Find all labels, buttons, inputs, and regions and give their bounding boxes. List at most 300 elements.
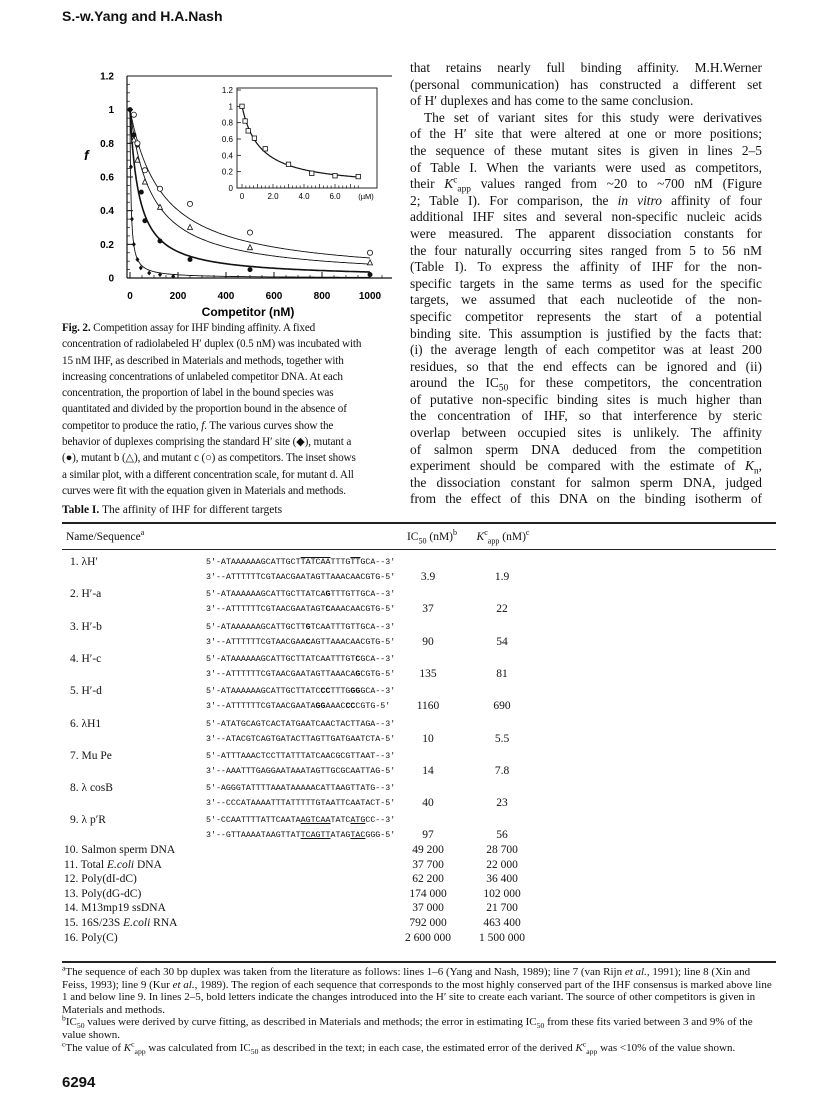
text-run: behavior of duplexes comprising the standard H′ site (◆), mutant a xyxy=(62,436,352,449)
x-tick-label: 600 xyxy=(265,291,283,302)
text-run: K xyxy=(575,1041,583,1054)
body-line xyxy=(410,442,762,459)
text-run: 50 xyxy=(418,536,427,546)
text-run: experiment should be compared with the estimate of xyxy=(410,458,746,474)
text-run: app xyxy=(457,184,471,195)
ic50-value: 62 200 xyxy=(412,873,444,886)
text-run: 3′--AAATTTGAGGAATAAATAGTTGCGCAATTAG-5′ xyxy=(206,766,396,776)
caption-line xyxy=(62,385,398,401)
sequence-top-strand xyxy=(206,623,395,632)
kapp-value: 463 400 xyxy=(483,917,521,929)
row-name: 7. Mu Pe xyxy=(70,749,112,762)
x-axis-label: Competitor (nM) xyxy=(201,305,295,319)
text-run: 14. M13mp19 ssDNA xyxy=(64,902,166,915)
sequence-bottom-strand xyxy=(206,702,390,711)
text-run: from the effect of this DNA on the binding isotherm of xyxy=(410,491,762,507)
body-line xyxy=(410,359,762,376)
data-point xyxy=(188,257,193,262)
text-run: 11. Total xyxy=(64,858,107,871)
text-run: binding site. This assumption is justified by the facts that: xyxy=(410,325,762,341)
text-run: the four naturally occurring sites ranged from 5 to 56 nM xyxy=(410,242,762,258)
text-run: 10. Salmon sperm DNA xyxy=(64,844,176,856)
data-point xyxy=(247,230,252,235)
data-point xyxy=(368,260,373,265)
kapp-value: 102 000 xyxy=(483,887,521,900)
text-run: increasing concentrations of unlabeled competitor DNA. At each xyxy=(62,370,343,383)
text-run: , 1989). The region of each sequence that corresponds to the most highly conserved part of the IHF consensus is marked above line 1 and below line 9. In lines 2–5, bold letters indicate the changes introduced into the H′ site to create each variant. The source of other competitors is given in Materials and methods. xyxy=(62,978,772,1016)
body-line xyxy=(410,143,762,160)
text-run: the concentration of IHF, so that interference by steric xyxy=(410,408,762,424)
ic50-value: 135 xyxy=(419,667,437,680)
sequence-top-strand xyxy=(206,590,395,599)
data-point xyxy=(147,270,151,275)
text-run: 3′--GTTAAAATAAGTTAT xyxy=(206,831,301,841)
body-line xyxy=(410,475,762,492)
sequence-bottom-strand xyxy=(206,767,395,776)
text-run: their xyxy=(410,176,445,192)
text-run: AAACAACGTG-5′ xyxy=(330,605,396,615)
text-run: ATAG xyxy=(330,831,351,841)
text-run: 3′--ATTTTTTCGTAACGAATAGT xyxy=(206,605,326,615)
sequence-top-strand xyxy=(206,752,395,761)
text-run: of the H′ site that were altered at one or more positions; xyxy=(410,126,762,142)
text-run: overlap between occupied sites is unlikely. The affinity xyxy=(410,425,762,441)
text-run: of salmon sperm DNA deduced from the competition xyxy=(410,441,762,457)
text-run: GG xyxy=(315,702,326,712)
ic50-value: 3.9 xyxy=(420,571,436,583)
text-run: DNA xyxy=(134,858,162,871)
data-point xyxy=(139,190,144,195)
text-run: (i) the average length of each competitor was at least 200 xyxy=(410,342,762,358)
text-run: 5′-ATAAAAAAGCATTGCTTATC xyxy=(206,687,321,697)
kapp-value: 22 000 xyxy=(486,858,518,871)
text-run: RNA xyxy=(150,917,178,929)
text-run: , xyxy=(758,458,762,474)
kapp-value: 28 700 xyxy=(486,844,518,856)
body-line xyxy=(410,375,762,392)
kapp-value: 5.5 xyxy=(494,732,510,745)
data-point xyxy=(187,201,192,206)
text-run: targets, we assumed that each nucleotide of the non- xyxy=(410,292,762,308)
sequence-bottom-strand xyxy=(206,670,395,679)
text-run: residues, so that the end effects can be ignored and (ii) xyxy=(410,358,762,374)
text-run: a xyxy=(62,963,66,973)
kapp-value: 1.9 xyxy=(494,571,510,583)
kapp-value: 56 xyxy=(496,829,508,842)
text-run: the dissociation constant for salmon sperm DNA, judged xyxy=(410,474,762,490)
text-run: 5′-ATAAAAAAGCATTGCTT xyxy=(206,622,306,632)
caption-line xyxy=(62,336,398,352)
text-run: c xyxy=(484,528,488,538)
body-line xyxy=(410,160,762,177)
sequence-top-strand xyxy=(206,655,395,664)
body-line xyxy=(410,243,762,260)
text-run: b xyxy=(453,528,458,538)
text-run: 12. Poly(dI-dC) xyxy=(64,873,137,886)
text-run: 5′-ATATGCAGTCACTATGAATCAACTACTTAGA--3′ xyxy=(206,719,396,729)
data-point xyxy=(368,272,373,277)
inset-y-tick-label: 0.8 xyxy=(221,118,233,128)
body-line xyxy=(410,209,762,226)
text-run: concentration, the proportion of label in the bound species was xyxy=(62,387,334,400)
caption-line xyxy=(62,483,398,499)
text-run: C xyxy=(305,637,311,647)
body-line xyxy=(410,193,762,210)
text-run: 16. Poly(C) xyxy=(64,931,118,944)
text-run: Fig. 2. xyxy=(62,322,91,334)
text-run: c xyxy=(453,175,458,186)
inset-x-tick-label: 2.0 xyxy=(267,192,279,201)
table-top-rule xyxy=(62,522,776,524)
inset-data-point xyxy=(240,104,244,108)
table-footnote xyxy=(62,963,776,1016)
inset-data-point xyxy=(246,129,250,133)
ic50-value: 792 000 xyxy=(409,917,447,929)
text-run: ATG xyxy=(350,816,366,826)
text-run: GCA--3′ xyxy=(360,558,396,567)
ic50-value: 14 xyxy=(422,764,434,777)
text-run: of H′ duplexes and has come to the same conclusion. xyxy=(410,93,694,109)
y-tick-label: 0.4 xyxy=(100,206,114,218)
row-name: 3. H′-b xyxy=(70,620,102,633)
caption-line xyxy=(62,450,398,466)
body-line xyxy=(410,309,762,326)
text-run: competitor to produce the ratio, xyxy=(62,419,202,432)
ic50-value: 1160 xyxy=(416,700,440,713)
text-run: 5′-CCAATTTTATTCAATA xyxy=(206,816,301,826)
figure-caption xyxy=(62,320,398,499)
y-tick-label: 1 xyxy=(108,105,114,117)
row-name: 5. H′-d xyxy=(70,685,102,698)
text-run: in vitro xyxy=(617,192,662,208)
text-run: AGTCAA xyxy=(300,816,331,826)
text-run: K xyxy=(476,531,485,543)
text-run: (Table I). To express the affinity of IHF for the non- xyxy=(410,259,762,275)
x-tick-label: 800 xyxy=(313,291,331,302)
body-line xyxy=(410,326,762,343)
text-run: Competition assay for IHF binding affinity. A fixed xyxy=(90,322,316,334)
text-run: 3′--ATTTTTTCGTAACGAA xyxy=(206,637,306,647)
text-run: n xyxy=(753,466,759,477)
text-run: 3′--CCCATAAAATTTATTTTTGTAATTCAATACT-5′ xyxy=(206,799,396,809)
text-run: 5′-AGGGTATTTTAAATAAAAACATTAAGTTATG--3′ xyxy=(206,784,396,794)
body-line xyxy=(410,93,762,110)
text-run: , 1991); line 8 (Xin and Feiss, 1993); line 9 (Kur xyxy=(62,966,751,991)
kapp-value: 54 xyxy=(496,635,508,648)
text-run: K xyxy=(745,458,754,474)
text-run: 50 xyxy=(536,1021,545,1031)
body-line xyxy=(410,60,762,77)
inset-y-tick-label: 0.6 xyxy=(221,135,233,144)
sequence-top-strand xyxy=(206,784,395,793)
text-run: a similar plot, with a different concentration scale, for mutant d. All xyxy=(62,468,354,481)
y-axis-label: f xyxy=(84,147,89,163)
text-run: 3′--ATTTTTTCGTAACGAATAGTTAAACAACGTG-5′ xyxy=(206,573,396,582)
text-run: the sequence of these mutant sites is given in lines 2–5 xyxy=(410,142,762,158)
text-run: TTTGTTGCA--3′ xyxy=(330,590,396,600)
sequence-bottom-strand xyxy=(206,605,395,614)
row-name: 6. λH1 xyxy=(70,717,102,730)
text-run: TAC xyxy=(350,831,366,841)
ic50-value: 174 000 xyxy=(409,887,447,900)
data-point xyxy=(132,242,136,247)
ic50-value: 2 600 000 xyxy=(405,931,451,944)
header-name-sequence xyxy=(66,528,145,543)
ic50-value: 37 700 xyxy=(412,858,444,871)
text-run: f xyxy=(201,419,205,432)
row-name xyxy=(64,917,177,929)
inset-data-point xyxy=(310,171,314,175)
data-point xyxy=(248,245,253,250)
y-tick-label: 0 xyxy=(108,273,114,285)
text-run: were measured. The apparent dissociation constants for xyxy=(410,225,762,241)
text-run: was calculated from IC xyxy=(145,1041,251,1054)
text-run: The affinity of IHF for different targets xyxy=(99,504,283,516)
row-name: 9. λ p′R xyxy=(70,814,106,827)
caption-line xyxy=(62,320,398,336)
ic50-value: 40 xyxy=(422,797,434,810)
inset-x-tick-label: 0 xyxy=(239,192,245,201)
text-run: quantitated and divided by the proportion bound in the absence of xyxy=(62,403,347,416)
y-tick-label: 1.2 xyxy=(100,71,114,83)
running-head: S.-w.Yang and H.A.Nash xyxy=(62,8,223,24)
text-run: . The various curves show the xyxy=(204,419,334,432)
body-line xyxy=(410,77,762,94)
text-run: CGTG-5′ xyxy=(355,702,391,712)
inset-data-point xyxy=(286,162,290,166)
inset-y-tick-label: 0 xyxy=(228,184,233,193)
table-header-rule xyxy=(62,549,776,550)
body-line xyxy=(410,491,762,508)
inset-x-tick-label: 4.0 xyxy=(298,192,310,201)
body-line xyxy=(410,392,762,409)
text-run: 15 nM IHF, as described in Materials and methods, together with xyxy=(62,354,344,367)
body-line xyxy=(410,276,762,293)
sequence-top-strand xyxy=(206,816,395,825)
row-name: 4. H′-c xyxy=(70,652,102,665)
text-run: TCAATTTGTTGCA--3′ xyxy=(310,622,396,632)
sequence-top-strand xyxy=(206,687,395,696)
text-run: as described in the text; in each case, the estimated error of the derived xyxy=(258,1041,576,1054)
inset-y-tick-label: 0.4 xyxy=(221,151,233,161)
text-run: AAAC xyxy=(325,702,346,712)
text-run: IC xyxy=(65,1016,77,1029)
inset-data-point xyxy=(252,136,256,140)
ic50-value: 10 xyxy=(422,732,434,745)
kapp-value: 36 400 xyxy=(486,873,518,886)
text-run: TATCAA xyxy=(300,558,331,567)
inset-x-tick-label: 6.0 xyxy=(329,192,341,201)
text-run: Name/Sequence xyxy=(66,531,141,543)
ic50-value: 37 000 xyxy=(412,902,444,915)
inset-data-point xyxy=(333,174,337,178)
text-run: curves were fit with the equation given in Materials and methods. xyxy=(62,484,346,497)
row-name: 8. λ cosB xyxy=(70,782,113,795)
row-name xyxy=(64,888,141,900)
text-run: values were derived by curve fitting, as described in Materials and methods; the error in estimating IC xyxy=(84,1016,537,1029)
text-run: was <10% of the value shown. xyxy=(597,1041,736,1054)
data-point xyxy=(135,141,140,146)
caption-line xyxy=(62,401,398,417)
text-run: GCA--3′ xyxy=(360,687,396,697)
text-run: 3′--ATTTTTTCGTAACGAATAGTTAAACA xyxy=(206,669,356,679)
text-run: AGTTAAACAACGTG-5′ xyxy=(310,637,396,647)
text-run: TATC xyxy=(330,816,351,826)
text-run: E.coli xyxy=(123,917,151,929)
text-run: E.coli xyxy=(106,858,135,871)
table-footnote xyxy=(62,1013,776,1041)
data-point xyxy=(188,225,193,230)
text-run: 3′--ATTTTTTCGTAACGAATA xyxy=(206,702,316,712)
sequence-top-strand xyxy=(206,558,395,567)
text-run: G xyxy=(355,669,361,679)
row-name xyxy=(64,859,162,871)
text-run: et al. xyxy=(624,966,647,978)
kapp-value: 22 xyxy=(496,603,508,616)
kapp-value: 81 xyxy=(496,667,508,680)
text-run: TTTG xyxy=(330,558,351,567)
text-run: of putative non-specific binding sites is much higher than xyxy=(410,391,762,407)
text-run: additional IHF sites and several non-specific nucleic acids xyxy=(410,209,762,225)
kapp-value: 1 500 000 xyxy=(479,931,525,944)
text-run: GGG-5′ xyxy=(365,831,396,841)
text-run: app xyxy=(487,536,500,546)
x-tick-label: 1000 xyxy=(358,291,382,302)
sequence-bottom-strand xyxy=(206,638,395,647)
text-run: 50 xyxy=(498,383,509,394)
text-run: TCAGTT xyxy=(300,831,331,841)
row-name: 1. λH′ xyxy=(70,556,98,568)
data-point xyxy=(142,179,147,184)
body-line xyxy=(410,425,762,442)
text-run: of Table I. When the variants were used as competitors, xyxy=(410,159,762,175)
text-run: affinity of four xyxy=(661,192,762,208)
body-line xyxy=(410,126,762,143)
row-name: 2. H′-a xyxy=(70,588,102,601)
text-run: TTTG xyxy=(330,687,351,697)
inset-frame xyxy=(237,88,377,188)
text-run: 13. Poly(dG-dC) xyxy=(64,887,142,900)
text-run: that retains nearly full binding affinity. M.H.Werner xyxy=(410,60,762,75)
y-tick-label: 0.6 xyxy=(100,172,114,184)
text-run: G xyxy=(305,622,311,632)
y-tick-label: 0.2 xyxy=(100,239,114,251)
x-tick-label: 200 xyxy=(169,291,187,302)
caption-line xyxy=(62,369,398,385)
text-run: The set of variant sites for this study were derivatives xyxy=(424,109,762,125)
text-run: IC xyxy=(406,531,419,543)
text-run: (personal communication) has constructed a different set xyxy=(410,76,762,92)
text-run: GCA--3′ xyxy=(360,654,396,664)
text-run: et al. xyxy=(172,978,195,991)
table-bottom-rule xyxy=(62,961,776,963)
text-run: app xyxy=(134,1046,146,1056)
text-run: values ranged from ~20 to ~700 nM (Figure xyxy=(470,176,763,192)
sequence-bottom-strand xyxy=(206,799,395,808)
text-run: The value of xyxy=(65,1041,124,1054)
text-run: from these fits varied between 3 and 9% of the value shown. xyxy=(62,1016,753,1041)
body-line xyxy=(410,176,762,193)
caption-line xyxy=(62,353,398,369)
text-run: G xyxy=(325,590,331,600)
data-point xyxy=(131,112,136,117)
row-name xyxy=(64,873,137,885)
body-text-column xyxy=(410,60,762,508)
sequence-bottom-strand xyxy=(206,735,395,744)
x-tick-label: 400 xyxy=(217,291,235,302)
y-tick-label: 0.8 xyxy=(100,138,114,150)
text-run: c xyxy=(525,528,530,538)
data-point xyxy=(158,238,163,243)
body-line xyxy=(410,342,762,359)
table-title xyxy=(62,504,282,516)
text-run: 5′-ATAAAAAAGCATTGCTTATCAATTTGT xyxy=(206,654,356,664)
kapp-value: 21 700 xyxy=(486,902,518,915)
text-run: 5′-ATAAAAAAGCATTGCTTATCA xyxy=(206,590,326,600)
inset-y-tick-label: 1.2 xyxy=(221,86,233,95)
data-point xyxy=(142,218,147,223)
text-run: 2; Table I). For comparison, the xyxy=(410,192,618,208)
x-tick-label: 0 xyxy=(127,291,133,302)
table-footnotes xyxy=(62,963,776,1056)
inset-data-point xyxy=(263,147,267,151)
body-line xyxy=(410,226,762,243)
sequence-bottom-strand xyxy=(206,831,395,840)
sequence-bottom-strand xyxy=(206,573,395,582)
text-run: a xyxy=(140,528,145,538)
body-line xyxy=(410,110,762,127)
text-run: K xyxy=(444,176,454,192)
header-ic50 xyxy=(392,528,472,546)
body-line xyxy=(410,259,762,276)
row-name xyxy=(64,932,118,944)
text-run: 5′-ATAAAAAAGCATTGCT xyxy=(206,558,301,567)
text-run: app xyxy=(586,1046,598,1056)
inset-data-point xyxy=(243,119,247,123)
text-run: 15. 16S/23S xyxy=(64,917,124,929)
text-run: 5′-ATTTAAACTCCTTATTTATCAACGCGTTAAT--3′ xyxy=(206,751,396,761)
body-line xyxy=(410,292,762,309)
text-run: Table I. xyxy=(62,504,100,516)
text-run: b xyxy=(62,1013,66,1023)
text-run: 50 xyxy=(250,1046,259,1056)
text-run: 50 xyxy=(76,1021,85,1031)
text-run: concentration of radiolabeled H′ duplex (0.5 nM) was incubated with xyxy=(62,338,362,351)
text-run: specific competitor represents the start of a potential xyxy=(410,308,762,324)
text-run: (nM) xyxy=(499,531,526,543)
data-point xyxy=(142,168,147,173)
text-run: c xyxy=(582,1038,587,1048)
body-line xyxy=(410,408,762,425)
text-run: K xyxy=(123,1041,132,1054)
kapp-value: 23 xyxy=(496,797,508,810)
text-run: $\overline{TT}$ xyxy=(350,558,361,567)
data-point xyxy=(248,267,253,272)
text-run: GG xyxy=(350,687,361,697)
inset-x-unit-label: (µM) xyxy=(358,192,374,201)
text-run: for these competitors, the concentration xyxy=(508,375,762,391)
text-run: (nM) xyxy=(426,531,454,543)
text-run: c xyxy=(62,1038,66,1048)
body-line xyxy=(410,458,762,475)
ic50-value: 90 xyxy=(422,635,434,648)
text-run: CC--3′ xyxy=(365,816,396,826)
ic50-value: 37 xyxy=(422,603,434,616)
kapp-value: 7.8 xyxy=(494,764,510,777)
text-run: CC xyxy=(345,702,356,712)
inset-y-tick-label: 0.2 xyxy=(221,167,233,177)
text-run: 3′--ATACGTCAGTGATACTTAGTTGATGAATCTA-5′ xyxy=(206,734,396,744)
